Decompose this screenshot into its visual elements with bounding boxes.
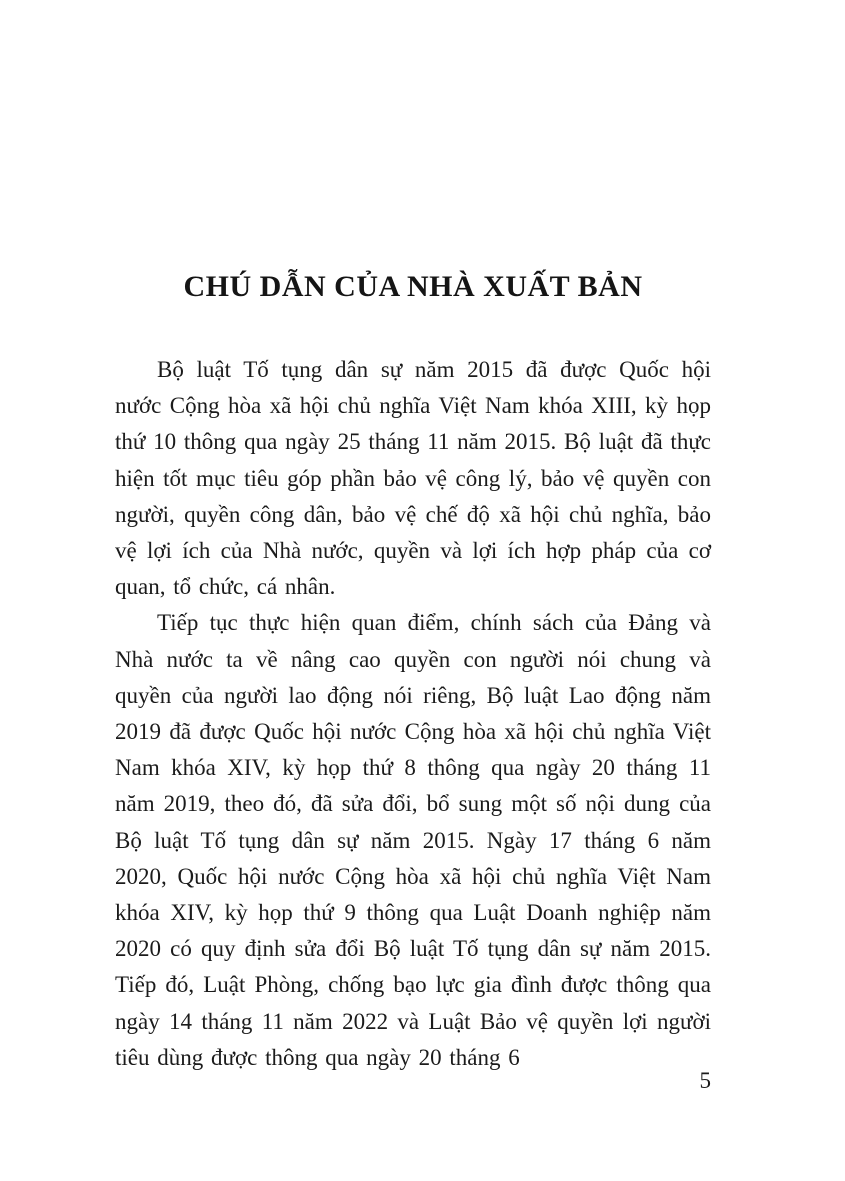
- chapter-title: CHÚ DẪN CỦA NHÀ XUẤT BẢN: [183, 270, 643, 304]
- page-number: 5: [699, 1068, 711, 1093]
- body-paragraph: Bộ luật Tố tụng dân sự năm 2015 đã được Quốc hội nước Cộng hòa xã hội chủ nghĩa Việt Nam khóa XIII, kỳ họp thứ 10 thông qua ngày 25 tháng 11 năm 2015. Bộ luật đã thực hiện tốt mục tiêu góp phần bảo vệ công lý, bảo vệ quyền con người, quyền công dân, bảo vệ chế độ xã hội chủ nghĩa, bảo vệ lợi ích của Nhà nước, quyền và lợi ích hợp pháp của cơ quan, tổ chức, cá nhân.: [115, 357, 711, 600]
- body-paragraph: Tiếp tục thực hiện quan điểm, chính sách của Đảng và Nhà nước ta về nâng cao quyền con người nói chung và quyền của người lao động nói riêng, Bộ luật Lao động năm 2019 đã được Quốc hội nước Cộng hòa xã hội chủ nghĩa Việt Nam khóa XIV, kỳ họp thứ 8 thông qua ngày 20 tháng 11 năm 2019, theo đó, đã sửa đổi, bổ sung một số nội dung của Bộ luật Tố tụng dân sự năm 2015. Ngày 17 tháng 6 năm 2020, Quốc hội nước Cộng hòa xã hội chủ nghĩa Việt Nam khóa XIV, kỳ họp thứ 9 thông qua Luật Doanh nghiệp năm 2020 có quy định sửa đổi Bộ luật Tố tụng dân sự năm 2015. Tiếp đó, Luật Phòng, chống bạo lực gia đình được thông qua ngày 14 tháng 11 năm 2022 và Luật Bảo vệ quyền lợi người tiêu dùng được thông qua ngày 20 tháng 6: [115, 610, 711, 1070]
- body-text: [115, 352, 711, 1076]
